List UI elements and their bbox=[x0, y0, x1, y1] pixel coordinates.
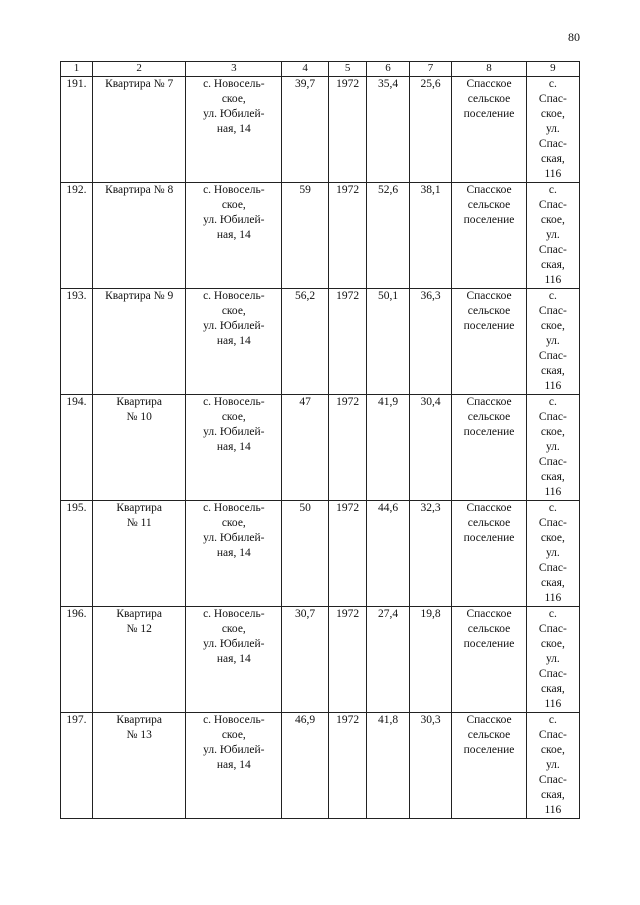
column-6-value: 52,6 bbox=[367, 183, 410, 289]
owner-address-line: Спас- bbox=[538, 93, 567, 105]
owner-address bbox=[526, 501, 579, 607]
owner-address-line: ская, bbox=[540, 683, 565, 695]
property-registry-table bbox=[60, 61, 580, 819]
owner-address-line: ул. bbox=[545, 123, 560, 135]
object-address-line: с. Новосель- bbox=[203, 608, 265, 620]
owner-name-line: сельское bbox=[467, 305, 511, 317]
owner-address-line: 116 bbox=[544, 380, 562, 392]
object-name bbox=[92, 183, 186, 289]
column-7-value: 30,3 bbox=[409, 713, 452, 819]
owner-address-line: Спас- bbox=[538, 623, 567, 635]
owner-name bbox=[452, 183, 526, 289]
owner-address-line: ское, bbox=[540, 108, 565, 120]
owner-name-line: Спасское bbox=[466, 184, 512, 196]
owner-address-line: с. bbox=[548, 290, 557, 302]
object-address-line: ул. Юбилей- bbox=[203, 426, 265, 438]
object-address-line: ул. Юбилей- bbox=[203, 744, 265, 756]
column-7-value: 32,3 bbox=[409, 501, 452, 607]
object-name-line: Квартира № 9 bbox=[105, 290, 174, 302]
column-header-6: 6 bbox=[367, 62, 410, 77]
owner-address-line: ское, bbox=[540, 744, 565, 756]
object-address-line: ная, 14 bbox=[216, 229, 251, 241]
owner-address-line: Спас- bbox=[538, 199, 567, 211]
object-address bbox=[186, 289, 282, 395]
owner-address bbox=[526, 183, 579, 289]
object-name bbox=[92, 395, 186, 501]
object-address-line: ная, 14 bbox=[216, 335, 251, 347]
owner-address-line: 116 bbox=[544, 804, 562, 816]
owner-name-line: Спасское bbox=[466, 396, 512, 408]
owner-address-line: ское, bbox=[540, 320, 565, 332]
owner-address-line: Спас- bbox=[538, 456, 567, 468]
object-address-line: ная, 14 bbox=[216, 759, 251, 771]
owner-address-line: с. bbox=[548, 78, 557, 90]
year-value: 1972 bbox=[328, 289, 366, 395]
table-body bbox=[61, 77, 580, 819]
column-header-7: 7 bbox=[409, 62, 452, 77]
object-name-line: № 11 bbox=[126, 517, 152, 529]
object-name-line: Квартира № 7 bbox=[105, 78, 174, 90]
owner-address bbox=[526, 395, 579, 501]
object-address-line: с. Новосель- bbox=[203, 396, 265, 408]
object-address-line: ная, 14 bbox=[216, 441, 251, 453]
owner-address-line: с. bbox=[548, 608, 557, 620]
area-value: 39,7 bbox=[282, 77, 329, 183]
area-value: 50 bbox=[282, 501, 329, 607]
owner-address-line: ское, bbox=[540, 638, 565, 650]
object-address-line: ское, bbox=[221, 623, 246, 635]
year-value: 1972 bbox=[328, 77, 366, 183]
owner-address-line: Спас- bbox=[538, 774, 567, 786]
column-7-value: 19,8 bbox=[409, 607, 452, 713]
object-name bbox=[92, 77, 186, 183]
column-6-value: 44,6 bbox=[367, 501, 410, 607]
object-name-line: № 13 bbox=[126, 729, 152, 741]
object-address bbox=[186, 713, 282, 819]
area-value: 30,7 bbox=[282, 607, 329, 713]
year-value: 1972 bbox=[328, 395, 366, 501]
owner-address-line: ул. bbox=[545, 441, 560, 453]
row-number: 197. bbox=[61, 713, 93, 819]
owner-address-line: с. bbox=[548, 184, 557, 196]
year-value: 1972 bbox=[328, 501, 366, 607]
table-row bbox=[61, 501, 580, 607]
row-number: 196. bbox=[61, 607, 93, 713]
owner-name bbox=[452, 713, 526, 819]
year-value: 1972 bbox=[328, 607, 366, 713]
row-number: 194. bbox=[61, 395, 93, 501]
object-address bbox=[186, 183, 282, 289]
owner-address-line: ское, bbox=[540, 214, 565, 226]
column-header-2: 2 bbox=[92, 62, 186, 77]
column-header-1: 1 bbox=[61, 62, 93, 77]
object-address bbox=[186, 77, 282, 183]
table-header bbox=[61, 62, 580, 77]
object-name bbox=[92, 289, 186, 395]
object-address bbox=[186, 395, 282, 501]
object-name bbox=[92, 607, 186, 713]
column-6-value: 41,8 bbox=[367, 713, 410, 819]
table-row bbox=[61, 713, 580, 819]
owner-address-line: 116 bbox=[544, 698, 562, 710]
owner-name-line: поселение bbox=[463, 426, 515, 438]
owner-address-line: с. bbox=[548, 396, 557, 408]
object-address-line: ул. Юбилей- bbox=[203, 108, 265, 120]
owner-address-line: Спас- bbox=[538, 244, 567, 256]
object-address-line: с. Новосель- bbox=[203, 78, 265, 90]
column-7-value: 38,1 bbox=[409, 183, 452, 289]
object-address-line: с. Новосель- bbox=[203, 714, 265, 726]
owner-name-line: сельское bbox=[467, 623, 511, 635]
object-name-line: Квартира bbox=[116, 502, 163, 514]
object-address-line: ское, bbox=[221, 729, 246, 741]
object-address-line: ское, bbox=[221, 199, 246, 211]
owner-address-line: ская, bbox=[540, 259, 565, 271]
owner-address-line: ул. bbox=[545, 653, 560, 665]
area-value: 47 bbox=[282, 395, 329, 501]
owner-name-line: поселение bbox=[463, 532, 515, 544]
column-7-value: 25,6 bbox=[409, 77, 452, 183]
owner-address-line: ул. bbox=[545, 229, 560, 241]
year-value: 1972 bbox=[328, 713, 366, 819]
object-address-line: ул. Юбилей- bbox=[203, 214, 265, 226]
owner-address-line: Спас- bbox=[538, 562, 567, 574]
object-name bbox=[92, 501, 186, 607]
owner-address-line: с. bbox=[548, 502, 557, 514]
table-row bbox=[61, 289, 580, 395]
table-row bbox=[61, 77, 580, 183]
owner-name-line: Спасское bbox=[466, 78, 512, 90]
object-address-line: ское, bbox=[221, 305, 246, 317]
object-address bbox=[186, 607, 282, 713]
owner-name bbox=[452, 77, 526, 183]
column-6-value: 27,4 bbox=[367, 607, 410, 713]
owner-address-line: с. bbox=[548, 714, 557, 726]
owner-address-line: Спас- bbox=[538, 517, 567, 529]
object-address-line: ная, 14 bbox=[216, 123, 251, 135]
row-number: 195. bbox=[61, 501, 93, 607]
object-name-line: Квартира bbox=[116, 396, 163, 408]
object-name-line: Квартира bbox=[116, 714, 163, 726]
owner-address-line: ская, bbox=[540, 471, 565, 483]
owner-name-line: Спасское bbox=[466, 290, 512, 302]
column-7-value: 36,3 bbox=[409, 289, 452, 395]
object-address bbox=[186, 501, 282, 607]
owner-address-line: ская, bbox=[540, 153, 565, 165]
owner-name-line: сельское bbox=[467, 729, 511, 741]
owner-name-line: сельское bbox=[467, 517, 511, 529]
object-address-line: ул. Юбилей- bbox=[203, 320, 265, 332]
owner-name-line: поселение bbox=[463, 638, 515, 650]
owner-name-line: Спасское bbox=[466, 502, 512, 514]
area-value: 56,2 bbox=[282, 289, 329, 395]
row-number: 193. bbox=[61, 289, 93, 395]
owner-name-line: сельское bbox=[467, 199, 511, 211]
owner-address bbox=[526, 77, 579, 183]
object-address-line: ул. Юбилей- bbox=[203, 638, 265, 650]
owner-address-line: ул. bbox=[545, 547, 560, 559]
owner-address-line: 116 bbox=[544, 486, 562, 498]
owner-name-line: поселение bbox=[463, 320, 515, 332]
owner-address-line: ская, bbox=[540, 789, 565, 801]
object-name-line: № 12 bbox=[126, 623, 152, 635]
owner-address-line: 116 bbox=[544, 592, 562, 604]
column-7-value: 30,4 bbox=[409, 395, 452, 501]
page-number: 80 bbox=[568, 30, 580, 44]
owner-address-line: Спас- bbox=[538, 411, 567, 423]
owner-name bbox=[452, 501, 526, 607]
column-6-value: 50,1 bbox=[367, 289, 410, 395]
area-value: 46,9 bbox=[282, 713, 329, 819]
object-address-line: ул. Юбилей- bbox=[203, 532, 265, 544]
owner-address bbox=[526, 713, 579, 819]
header-row bbox=[61, 62, 580, 77]
object-address-line: ское, bbox=[221, 411, 246, 423]
column-header-5: 5 bbox=[328, 62, 366, 77]
owner-name bbox=[452, 395, 526, 501]
object-address-line: ная, 14 bbox=[216, 547, 251, 559]
owner-address-line: ское, bbox=[540, 532, 565, 544]
owner-name bbox=[452, 289, 526, 395]
owner-address bbox=[526, 289, 579, 395]
owner-address-line: Спас- bbox=[538, 305, 567, 317]
column-header-9: 9 bbox=[526, 62, 579, 77]
column-header-4: 4 bbox=[282, 62, 329, 77]
table-row bbox=[61, 395, 580, 501]
owner-name bbox=[452, 607, 526, 713]
owner-address-line: Спас- bbox=[538, 668, 567, 680]
object-address-line: с. Новосель- bbox=[203, 502, 265, 514]
object-address-line: с. Новосель- bbox=[203, 290, 265, 302]
owner-address-line: ул. bbox=[545, 335, 560, 347]
owner-name-line: Спасское bbox=[466, 608, 512, 620]
column-6-value: 35,4 bbox=[367, 77, 410, 183]
owner-address-line: ская, bbox=[540, 365, 565, 377]
owner-name-line: поселение bbox=[463, 214, 515, 226]
owner-address-line: Спас- bbox=[538, 350, 567, 362]
object-name-line: Квартира № 8 bbox=[105, 184, 174, 196]
column-header-8: 8 bbox=[452, 62, 526, 77]
owner-address-line: ул. bbox=[545, 759, 560, 771]
owner-name-line: сельское bbox=[467, 411, 511, 423]
table-row bbox=[61, 607, 580, 713]
object-name-line: Квартира bbox=[116, 608, 163, 620]
owner-address-line: 116 bbox=[544, 168, 562, 180]
owner-name-line: Спасское bbox=[466, 714, 512, 726]
column-header-3: 3 bbox=[186, 62, 282, 77]
object-address-line: с. Новосель- bbox=[203, 184, 265, 196]
object-address-line: ское, bbox=[221, 93, 246, 105]
column-6-value: 41,9 bbox=[367, 395, 410, 501]
owner-address-line: ское, bbox=[540, 426, 565, 438]
owner-address-line: 116 bbox=[544, 274, 562, 286]
owner-address-line: ская, bbox=[540, 577, 565, 589]
year-value: 1972 bbox=[328, 183, 366, 289]
owner-name-line: поселение bbox=[463, 744, 515, 756]
owner-name-line: сельское bbox=[467, 93, 511, 105]
owner-address-line: Спас- bbox=[538, 138, 567, 150]
object-address-line: ная, 14 bbox=[216, 653, 251, 665]
object-address-line: ское, bbox=[221, 517, 246, 529]
object-name-line: № 10 bbox=[126, 411, 152, 423]
row-number: 192. bbox=[61, 183, 93, 289]
owner-address-line: Спас- bbox=[538, 729, 567, 741]
owner-address bbox=[526, 607, 579, 713]
area-value: 59 bbox=[282, 183, 329, 289]
owner-name-line: поселение bbox=[463, 108, 515, 120]
row-number: 191. bbox=[61, 77, 93, 183]
table-row bbox=[61, 183, 580, 289]
object-name bbox=[92, 713, 186, 819]
